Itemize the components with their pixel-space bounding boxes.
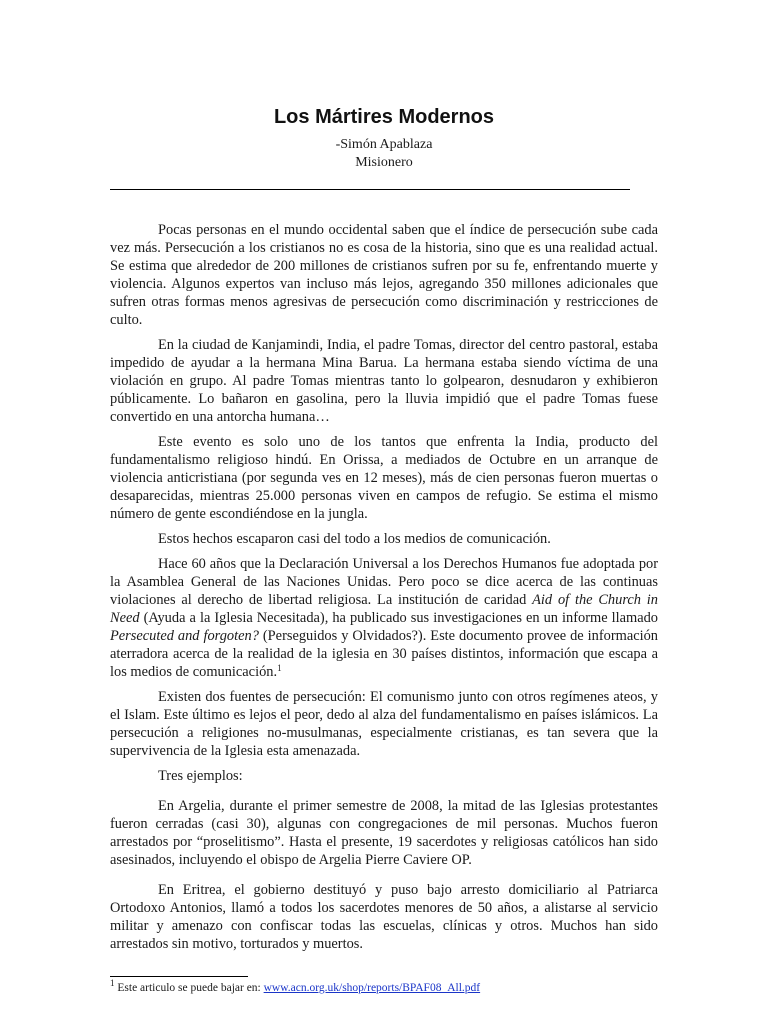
author-block: [0, 136, 768, 172]
paragraph-5-part-1: Hace 60 años que la Declaración Universal a los Derechos Humanos fue adoptada por la Asamblea General de las Naciones Unidas. Pero poco se dice acerca de las continuas violaciones al derecho de libertad religiosa. La institución de caridad: [110, 556, 658, 608]
report-title: Persecuted and forgoten?: [110, 628, 259, 644]
paragraph-7: Tres ejemplos:: [158, 768, 243, 784]
article-body: [110, 221, 658, 960]
footnote-text: Este articulo se puede bajar en:: [117, 982, 264, 994]
paragraph-5-part-2: (Ayuda a la Iglesia Necesitada), ha publicado sus investigaciones en un informe llamado: [139, 610, 658, 626]
paragraph-1: Pocas personas en el mundo occidental saben que el índice de persecución sube cada vez más. Persecución a los cristianos no es cosa de la historia, sino que es una realidad actual. Se estima que alrededor de 200 millones de cristianos sufren por su fe, enfrentando muerte y violencia. Algunos expertos van incluso más lejos, agregando 350 millones adicionales que sufren otras formas menos agresivas de persecución como discriminación y restricciones de culto.: [110, 222, 658, 328]
author-name: -Simón Apablaza: [335, 137, 433, 152]
paragraph-3: Este evento es solo uno de los tantos que enfrenta la India, producto del fundamentalismo religioso hindú. En Orissa, a mediados de Octubre en un arranque de violencia anticristiana (por segunda ves en 12 meses), más de cien personas fueron muertas o desaparecidas, mientras 25.000 personas viven en campos de refugio. Se estima el mismo número de gente escondiéndose en la jungla.: [110, 434, 658, 522]
footnote-divider: [110, 976, 248, 977]
footnote-reference: 1: [277, 663, 282, 673]
paragraph-5-part-3: (Perseguidos y Olvidados?). Este documento provee de información aterradora acerca de la realidad de la iglesia en 30 países distintos, información que escapa a los medios de comunicación.: [110, 628, 658, 680]
aid-church-title: Aid of the Church in Need: [110, 592, 658, 626]
paragraph-6: Existen dos fuentes de persecución: El comunismo junto con otros regímenes ateos, y el Islam. Este último es lejos el peor, dedo al alza del fundamentalismo en países islámicos. La persecución a religiones no-musulmanas, especialmente cristianas, es tan severa que la supervivencia de la Iglesia esta amenazada.: [110, 689, 658, 759]
footnote-number: 1: [110, 978, 115, 988]
paragraph-9: En Eritrea, el gobierno destituyó y puso bajo arresto domiciliario al Patriarca Ortodoxo Antonios, llamó a todos los sacerdotes menores de 50 años, a alistarse al servicio militar y amenazo con confiscar todas las escuelas, clínicas y otros. Muchos han sido arrestados sin motivo, torturados y muertos.: [110, 882, 658, 952]
paragraph-5: [110, 555, 658, 681]
footnote: [110, 978, 658, 995]
paragraph-2: En la ciudad de Kanjamindi, India, el padre Tomas, director del centro pastoral, estaba impedido de ayudar a la hermana Mina Barua. La hermana estaba siendo víctima de una violación en grupo. Al padre Tomas mientras tanto lo golpearon, desnudaron y exhibieron públicamente. Lo bañaron en gasolina, pero la lluvia impidió que el padre Tomas fuese convertido en una antorcha humana…: [110, 337, 658, 425]
author-role: Misionero: [355, 155, 413, 170]
document-title: Los Mártires Modernos: [273, 106, 495, 128]
paragraph-8: En Argelia, durante el primer semestre de 2008, la mitad de las Iglesias protestantes fueron cerradas (casi 30), algunas con congregaciones de mil personas. Muchos fueron arrestados por “proselitismo”. Hasta el presente, 19 sacerdotes y religiosas católicos han sido asesinados, incluyendo el obispo de Argelia Pierre Caviere OP.: [110, 798, 658, 868]
paragraph-4: Estos hechos escaparon casi del todo a los medios de comunicación.: [158, 531, 551, 547]
header-divider: [110, 189, 630, 190]
footnote-link[interactable]: www.acn.org.uk/shop/reports/BPAF08_All.pdf: [263, 982, 481, 994]
